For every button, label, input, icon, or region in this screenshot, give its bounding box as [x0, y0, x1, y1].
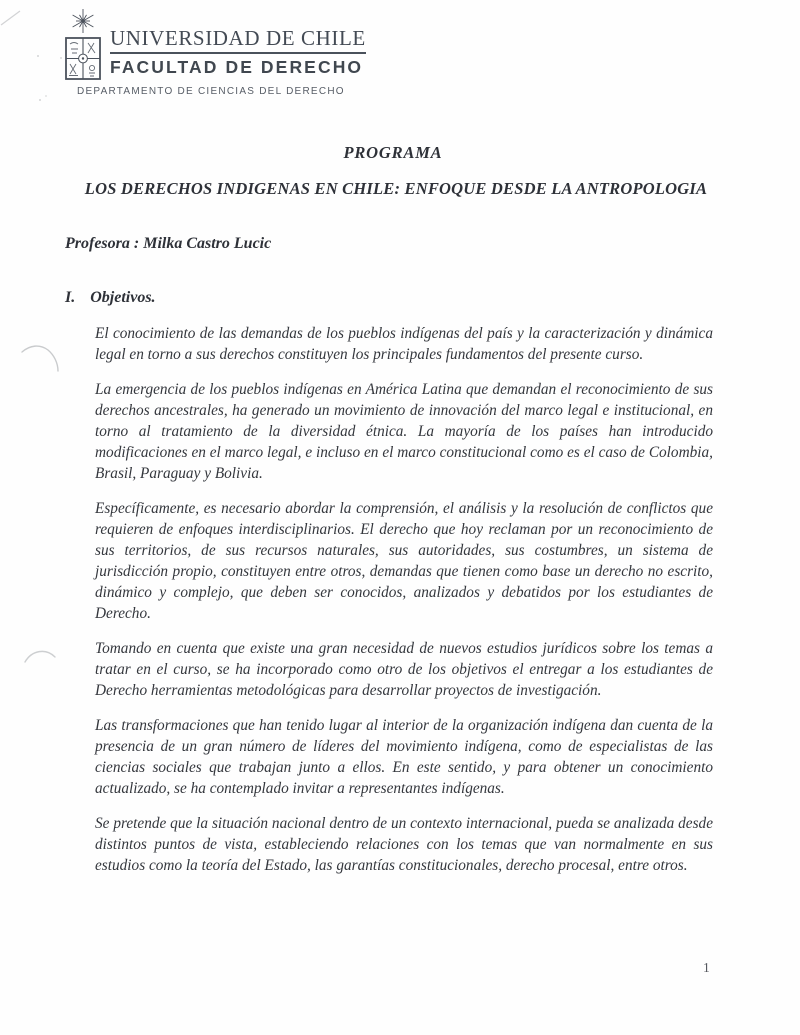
program-heading: PROGRAMA — [343, 143, 443, 162]
paragraph: Tomando en cuenta que existe una gran necesidad de nuevos estudios jurídicos sobre los temas a tratar en el curso, se ha incorporado como otro de los objetivos el entregar a los estudiantes de Derecho herramientas metodológicas para desarrollar proyectos de investigación. — [95, 640, 713, 699]
section-heading-objetivos — [65, 289, 156, 307]
paragraph: Se pretende que la situación nacional dentro de un contexto internacional, pueda se analizada desde distintos puntos de vista, estableciendo relaciones con los temas que van normalmente en sus estudios como la teoría del Estado, las garantías constitucionales, derecho procesal, entre otros. — [95, 815, 713, 874]
university-crest-icon — [60, 6, 106, 84]
section-numeral: I. — [65, 289, 76, 306]
paragraph: Específicamente, es necesario abordar la comprensión, el análisis y la resolución de conflictos que requieren de enfoques interdisciplinarios. El derecho que hoy reclaman por un reconocimiento de sus territorios, de sus recursos naturales, sus autoridades, sus costumbres, un sistema de jurisdicción propio, constituyen entre otros, demandas que tienen como base un derecho no escrito, dinámico y complejo, que deben ser conocidos, analizados y debatidos por los estudiantes de Derecho. — [95, 500, 713, 622]
section-title: Objetivos. — [90, 289, 156, 306]
department-name: DEPARTAMENTO DE CIENCIAS DEL DERECHO — [77, 86, 345, 97]
paragraph-block — [95, 323, 713, 890]
letterhead — [60, 6, 366, 97]
professor-line: Profesora : Milka Castro Lucic — [65, 235, 272, 252]
faculty-name: FACULTAD DE DERECHO — [110, 57, 364, 77]
paragraph: El conocimiento de las demandas de los pueblos indígenas del país y la caracterización y dinámica legal en torno a sus derechos constituyen los principales fundamentos del presente curso. — [95, 325, 713, 363]
university-name: UNIVERSIDAD DE CHILE — [110, 26, 366, 54]
page-number: 1 — [703, 960, 710, 975]
course-title: LOS DERECHOS INDIGENAS EN CHILE: ENFOQUE DESDE LA ANTROPOLOGIA — [84, 179, 708, 198]
paragraph: La emergencia de los pueblos indígenas en América Latina que demandan el reconocimiento de sus derechos ancestrales, ha generado un movimiento de innovación del marco legal e institucional, en torno al tratamiento de la diversidad étnica. La mayoría de los países han introducido modificaciones en el marco legal, e incluso en el marco constitucional como es el caso de Colombia, Brasil, Paraguay y Bolivia. — [95, 381, 713, 482]
letterhead-text — [77, 6, 366, 97]
paragraph: Las transformaciones que han tenido lugar al interior de la organización indígena dan cuenta de la presencia de un gran número de líderes del movimiento indígena, como de especialistas de las ciencias sociales que trabajan junto a ellos. En este sentido, y para obtener un conocimiento actualizado, se ha contemplado invitar a representantes indígenas. — [95, 717, 713, 797]
